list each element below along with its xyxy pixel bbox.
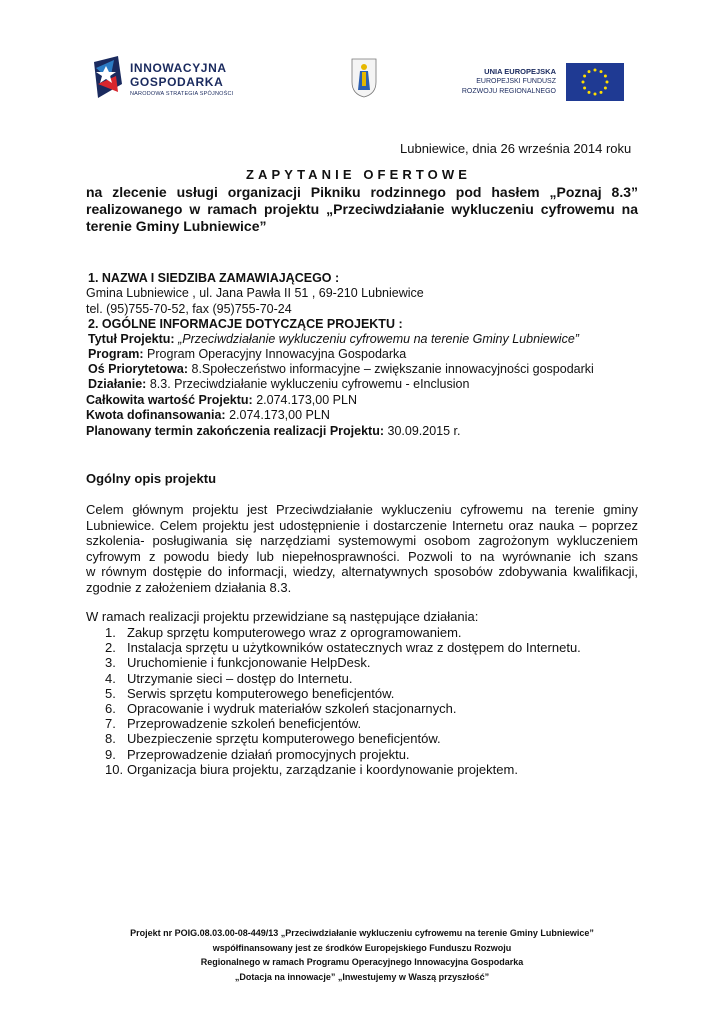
field-label: Program: — [88, 347, 144, 361]
list-item: 4. Utrzymanie sieci – dostęp do Internetu. — [105, 670, 353, 686]
field-funding-amount — [86, 408, 330, 423]
document-subject: na zlecenie usługi organizacji Pikniku rodzinnego pod hasłem „Poznaj 8.3” realizowanego w ramach projektu „Przeciwdziałanie wykluczeniu cyfrowemu na terenie Gminy Lubniewice” — [86, 184, 638, 234]
eu-line-2: EUROPEJSKI FUNDUSZ — [476, 78, 556, 85]
contracting-authority-phone: tel. (95)755-70-52, fax (95)755-70-24 — [86, 302, 292, 316]
list-item: 1. Zakup sprzętu komputerowego wraz z oprogramowaniem. — [105, 625, 462, 640]
list-item: 5. Serwis sprzętu komputerowego beneficjentów. — [105, 685, 395, 701]
document-title: ZAPYTANIE OFERTOWE — [246, 167, 471, 182]
field-label: Całkowita wartość Projektu: — [86, 393, 253, 407]
field-label: Oś Priorytetowa: — [88, 362, 189, 376]
list-item: 8. Ubezpieczenie sprzętu komputerowego beneficjentów. — [105, 731, 441, 747]
paragraph-line: Celem głównym projektu jest Przeciwdziałanie wykluczeniu cyfrowemu na terenie gminy — [86, 502, 638, 517]
field-planned-end-date — [86, 424, 460, 439]
activities-intro: W ramach realizacji projektu przewidziane są następujące działania: — [86, 609, 479, 624]
footer-line-4: „Dotacja na innowacje” „Inwestujemy w Waszą przyszłość” — [234, 971, 490, 982]
page-footer — [80, 926, 644, 984]
paragraph-line: w równym dostępie do informacji, wiedzy, alternatywnych sposobów zdobywania kwalifikacji, — [86, 564, 638, 580]
eu-line-1: UNIA EUROPEJSKA — [484, 67, 556, 76]
list-item: 3. Uruchomienie i funkcjonowanie HelpDesk. — [105, 655, 371, 671]
field-project-title — [88, 332, 579, 347]
field-value: Program Operacyjny Innowacyjna Gospodarka — [143, 347, 407, 361]
paragraph-line: szkolenia- posługiwania się narzędziami systemowymi osobom zagrożonym wykluczeniem — [86, 533, 638, 549]
field-program — [88, 347, 406, 362]
field-label: Działanie: — [88, 377, 147, 391]
footer-line-3: Regionalnego w ramach Programu Operacyjnego Innowacyjna Gospodarka — [200, 957, 524, 967]
document-date: Lubniewice, dnia 26 września 2014 roku — [400, 141, 632, 156]
list-item: 10. Organizacja biura projektu, zarządzanie i koordynowanie projektem. — [105, 761, 518, 777]
list-item: 6. Opracowanie i wydruk materiałów szkoleń stacjonarnych. — [105, 701, 457, 717]
field-label: Kwota dofinansowania: — [86, 408, 226, 422]
paragraph-line: Lubniewice. Celem projektu jest udostępnienie i dostarczenie Internetu oraz nauka – poprzez — [86, 517, 638, 533]
ig-emblem-icon — [92, 54, 126, 100]
field-total-value — [86, 393, 357, 408]
section-2-heading: 2. OGÓLNE INFORMACJE DOTYCZĄCE PROJEKTU : — [88, 317, 403, 331]
field-label: Planowany termin zakończenia realizacji Projektu: — [86, 424, 385, 438]
field-label: Tytuł Projektu: — [88, 332, 175, 346]
description-heading: Ogólny opis projektu — [86, 471, 217, 486]
paragraph-line: cyfrowym z powodu biedy lub niepełnosprawności. Pozwoli to na wyrównanie ich szans — [86, 548, 638, 564]
field-measure — [88, 377, 469, 392]
contracting-authority-address: Gmina Lubniewice , ul. Jana Pawła II 51 , 69-210 Lubniewice — [86, 286, 424, 300]
field-value: 8.3. Przeciwdziałanie wykluczeniu cyfrowemu - eInclusion — [146, 377, 470, 391]
field-priority-axis — [88, 362, 594, 377]
field-value: 8.Społeczeństwo informacyjne – zwiększanie innowacyjności gospodarki — [188, 362, 594, 376]
eu-line-3: ROZWOJU REGIONALNEGO — [461, 88, 556, 95]
eu-flag-icon — [566, 63, 624, 101]
field-value: „Przeciwdziałanie wykluczeniu cyfrowemu na terenie Gminy Lubniewice” — [174, 332, 579, 346]
description-paragraph — [86, 502, 638, 596]
footer-line-2: współfinansowany jest ze środków Europejskiego Funduszu Rozwoju — [212, 942, 512, 953]
logo-line-3: NARODOWA STRATEGIA SPÓJNOŚCI — [130, 91, 234, 97]
eu-fund-label — [418, 66, 556, 97]
list-item: 7. Przeprowadzenie szkoleń beneficjentów. — [105, 716, 362, 732]
list-item: 2. Instalacja sprzętu u użytkowników ostatecznych wraz z dostępem do Internetu. — [105, 640, 581, 656]
field-value: 30.09.2015 r. — [384, 424, 461, 438]
activities-list — [105, 625, 581, 777]
field-value: 2.074.173,00 PLN — [252, 393, 357, 407]
innowacyjna-gospodarka-logo — [92, 52, 242, 104]
paragraph-line: zgodnie z założeniem działania 8.3. — [86, 579, 292, 595]
logo-line-1: INNOWACYJNA — [130, 61, 227, 75]
coat-of-arms-icon — [351, 58, 377, 98]
logo-line-2: GOSPODARKA — [130, 75, 224, 89]
section-1-heading: 1. NAZWA I SIEDZIBA ZAMAWIAJĄCEGO : — [88, 271, 340, 285]
field-value: 2.074.173,00 PLN — [225, 408, 330, 422]
list-item: 9. Przeprowadzenie działań promocyjnych projektu. — [105, 746, 410, 762]
footer-line-1: Projekt nr POIG.08.03.00-08-449/13 „Przeciwdziałanie wykluczeniu cyfrowemu na terenie Gminy Lubniewice” — [130, 928, 594, 938]
